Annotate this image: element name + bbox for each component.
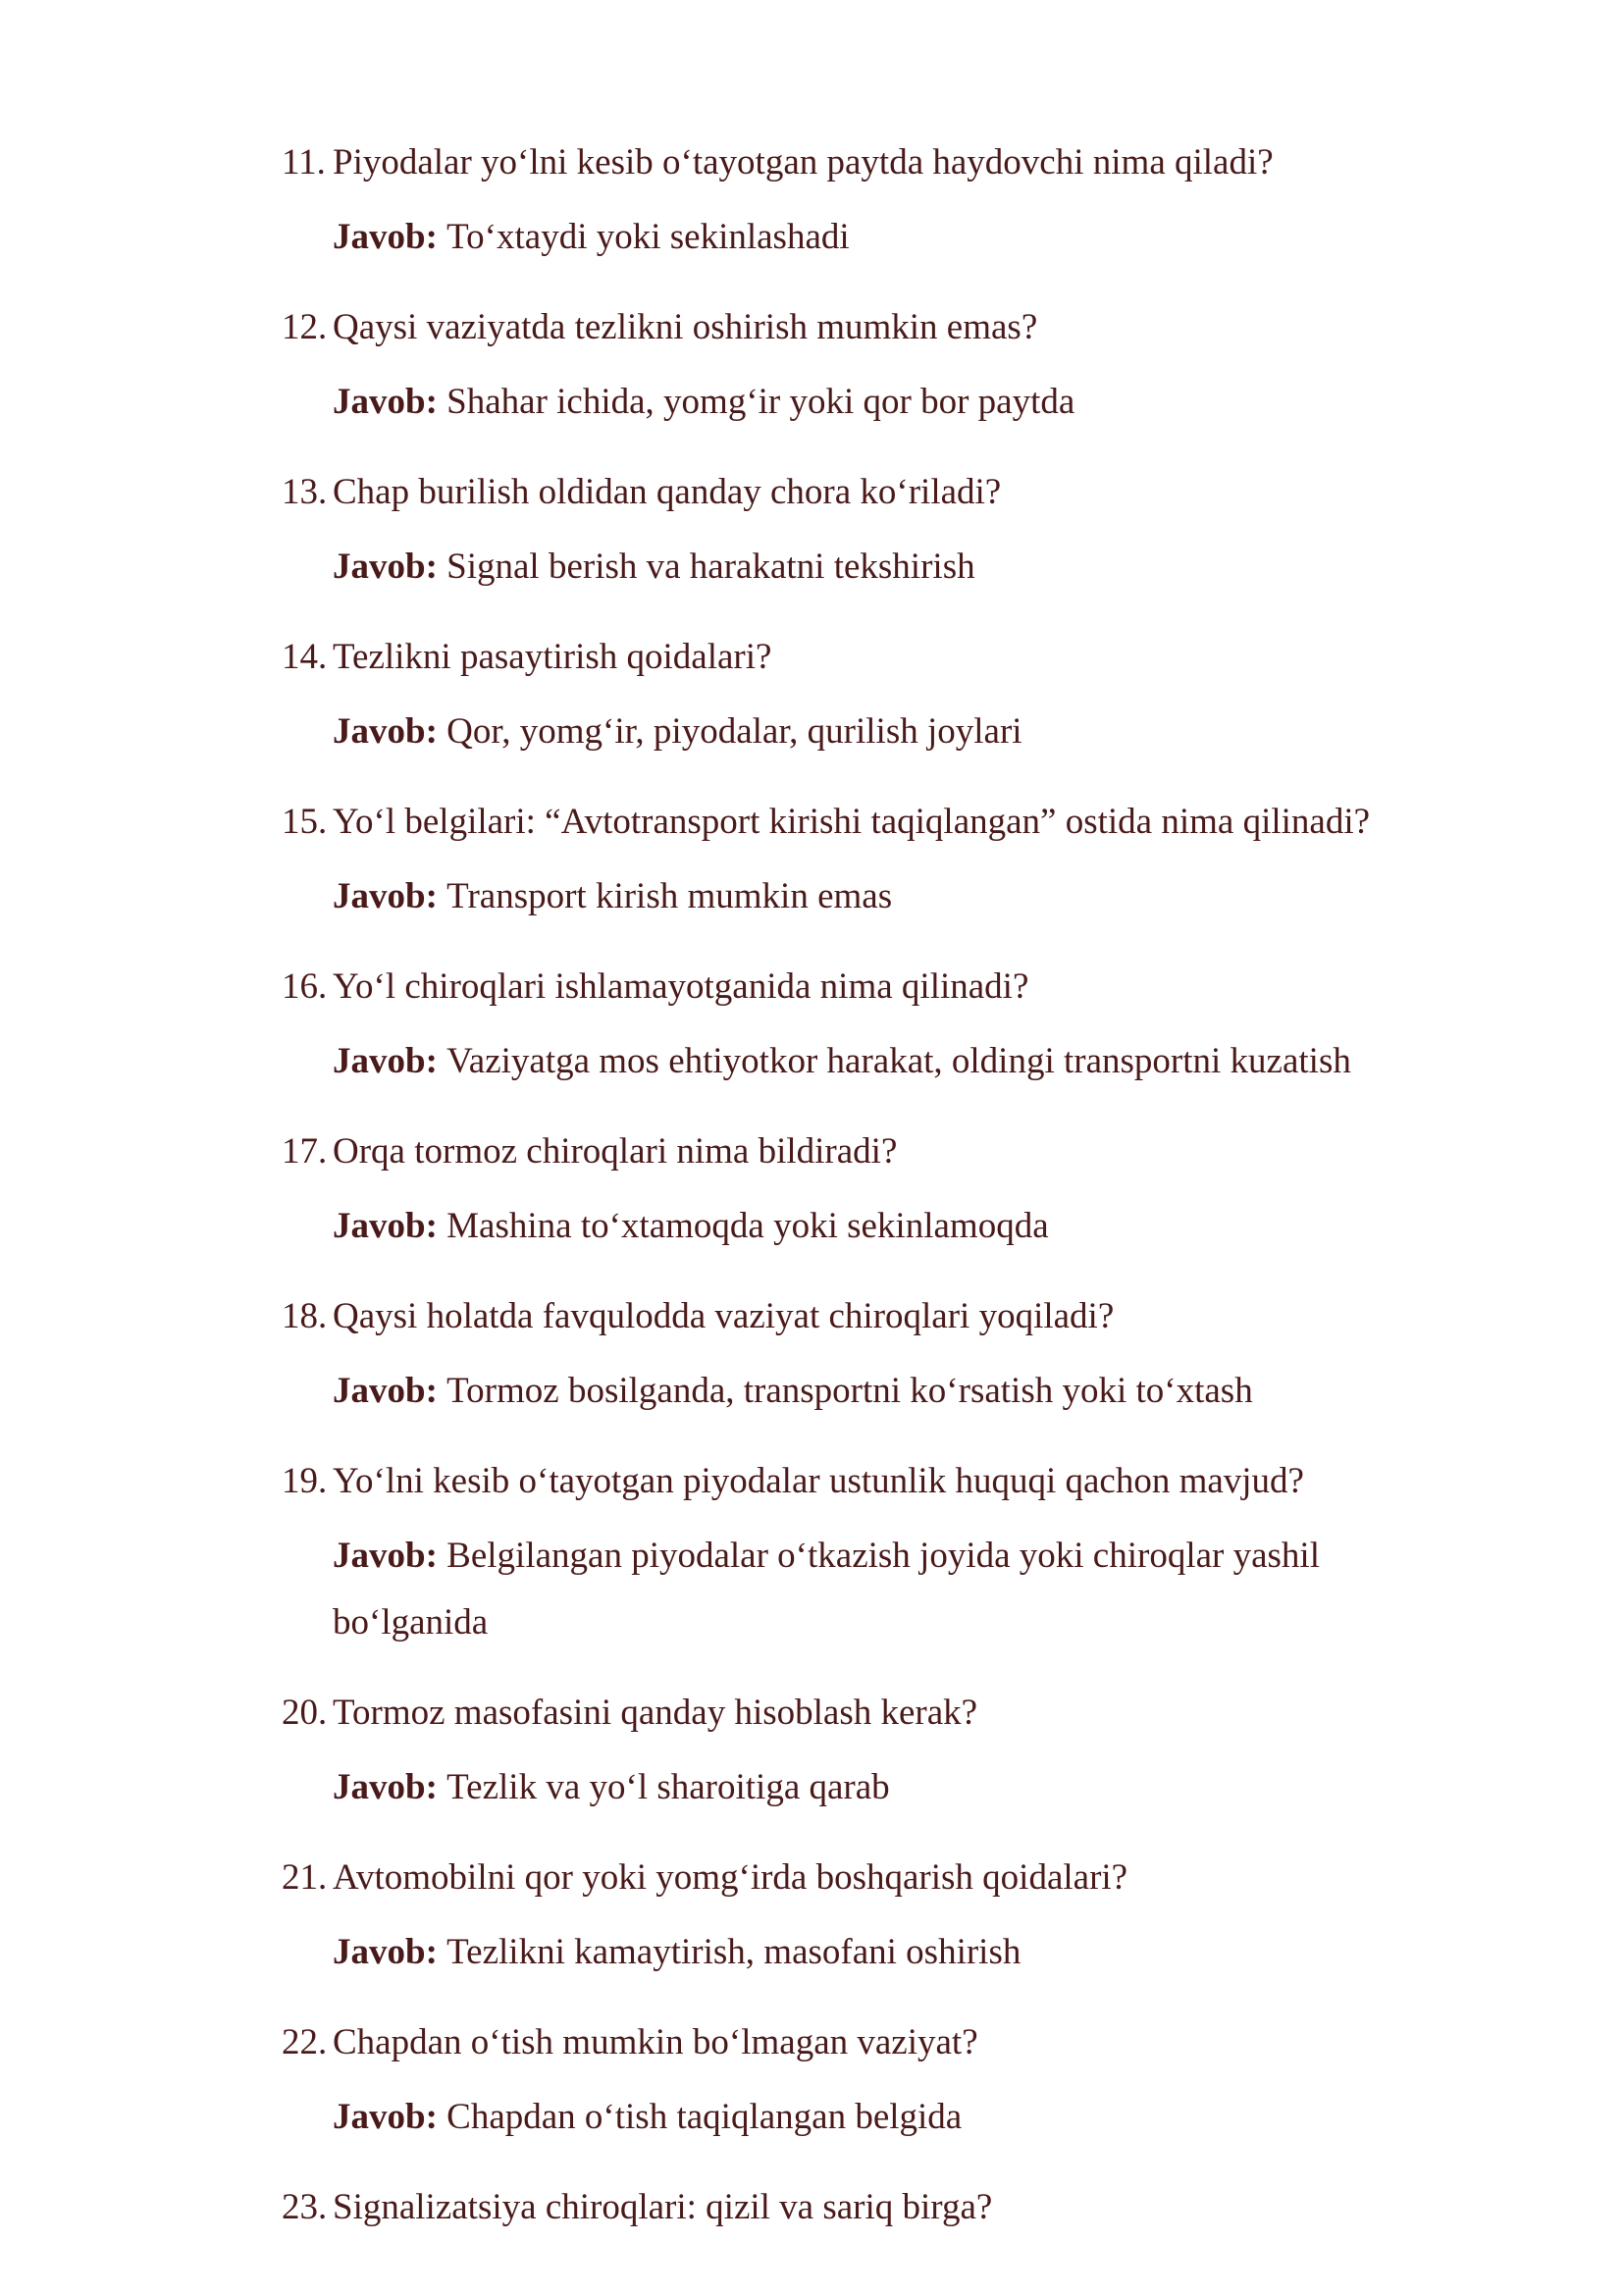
question-number: 16. [282, 966, 328, 1007]
answer-label: Javob: [333, 217, 447, 257]
qa-item [282, 467, 1459, 600]
question-number: 20. [282, 1693, 328, 1733]
question-number: 17. [282, 1131, 328, 1172]
answer-label: Javob: [333, 547, 447, 587]
answer [333, 369, 1432, 436]
qa-item [282, 2182, 1459, 2233]
answer-text: Vaziyatga mos ehtiyotkor harakat, oldingi transportni kuzatish [446, 1041, 1351, 1081]
question-number: 23. [282, 2187, 328, 2227]
answer-label: Javob: [333, 1371, 447, 1411]
answer-label: Javob: [333, 382, 447, 422]
answer-label: Javob: [333, 1041, 447, 1081]
question [282, 2182, 1459, 2233]
answer-text: Mashina to‘xtamoqda yoki sekinlamoqda [446, 1206, 1049, 1246]
question [282, 137, 1459, 188]
qa-item [282, 962, 1459, 1095]
answer [333, 1919, 1432, 1986]
question [282, 302, 1459, 353]
question-text: Yo‘l belgilari: “Avtotransport kirishi taqiqlangan” ostida nima qilinadi? [333, 802, 1371, 842]
answer [333, 1193, 1432, 1260]
answer [333, 2084, 1432, 2151]
answer-label: Javob: [333, 876, 447, 916]
answer-label: Javob: [333, 1932, 447, 1972]
question-text: Piyodalar yo‘lni kesib o‘tayotgan paytda haydovchi nima qiladi? [333, 142, 1274, 183]
answer-label: Javob: [333, 1206, 447, 1246]
qa-item [282, 1126, 1459, 1260]
question-number: 13. [282, 472, 328, 512]
qa-item [282, 137, 1459, 271]
answer [333, 699, 1432, 765]
answer [333, 204, 1432, 271]
qa-item [282, 632, 1459, 765]
answer [333, 534, 1432, 600]
question-text: Yo‘l chiroqlari ishlamayotganida nima qilinadi? [333, 966, 1029, 1007]
question-text: Orqa tormoz chiroqlari nima bildiradi? [333, 1131, 898, 1172]
question-text: Tezlikni pasaytirish qoidalari? [333, 637, 772, 677]
question-number: 11. [282, 142, 326, 183]
answer-label: Javob: [333, 2097, 447, 2137]
qa-item [282, 797, 1459, 930]
question-number: 18. [282, 1296, 328, 1336]
answer-label: Javob: [333, 1767, 447, 1807]
question-list [282, 137, 1459, 2265]
question [282, 962, 1459, 1013]
answer-text: Chapdan o‘tish taqiqlangan belgida [446, 2097, 963, 2137]
answer-text: Qor, yomg‘ir, piyodalar, qurilish joylari [446, 711, 1022, 752]
question [282, 797, 1459, 848]
answer-text: Belgilangan piyodalar o‘tkazish joyida yoki chiroqlar yashil bo‘lganida [333, 1536, 1320, 1643]
qa-item [282, 1291, 1459, 1425]
question-number: 19. [282, 1461, 328, 1501]
answer-text: To‘xtaydi yoki sekinlashadi [446, 217, 850, 257]
question [282, 467, 1459, 518]
question [282, 632, 1459, 683]
question-text: Qaysi vaziyatda tezlikni oshirish mumkin emas? [333, 307, 1038, 347]
answer-label: Javob: [333, 1536, 447, 1576]
question [282, 1688, 1459, 1739]
question-number: 21. [282, 1857, 328, 1898]
question-text: Signalizatsiya chiroqlari: qizil va sariq birga? [333, 2187, 993, 2227]
question-text: Tormoz masofasini qanday hisoblash kerak? [333, 1693, 978, 1733]
qa-item [282, 302, 1459, 436]
question [282, 1852, 1459, 1904]
question-number: 22. [282, 2022, 328, 2062]
answer-text: Tezlik va yo‘l sharoitiga qarab [446, 1767, 890, 1807]
question-text: Yo‘lni kesib o‘tayotgan piyodalar ustunlik huquqi qachon mavjud? [333, 1461, 1304, 1501]
answer-text: Tezlikni kamaytirish, masofani oshirish [446, 1932, 1022, 1972]
answer-text: Transport kirish mumkin emas [446, 876, 893, 916]
question-text: Chap burilish oldidan qanday chora ko‘riladi? [333, 472, 1002, 512]
answer-text: Shahar ichida, yomg‘ir yoki qor bor paytda [446, 382, 1075, 422]
qa-item [282, 2017, 1459, 2151]
qa-item [282, 1852, 1459, 1986]
question-number: 14. [282, 637, 328, 677]
question [282, 1126, 1459, 1177]
answer [333, 1754, 1432, 1821]
answer [333, 1358, 1432, 1425]
question-number: 12. [282, 307, 328, 347]
answer-text: Tormoz bosilganda, transportni ko‘rsatish yoki to‘xtash [446, 1371, 1253, 1411]
answer-text: Signal berish va harakatni tekshirish [446, 547, 975, 587]
qa-item [282, 1456, 1459, 1656]
answer-label: Javob: [333, 711, 447, 752]
question [282, 1291, 1459, 1342]
question-text: Qaysi holatda favqulodda vaziyat chiroqlari yoqiladi? [333, 1296, 1115, 1336]
question-text: Chapdan o‘tish mumkin bo‘lmagan vaziyat? [333, 2022, 978, 2062]
question [282, 2017, 1459, 2068]
answer [333, 1523, 1432, 1656]
qa-item [282, 1688, 1459, 1821]
answer [333, 863, 1432, 930]
question [282, 1456, 1459, 1507]
question-number: 15. [282, 802, 328, 842]
answer [333, 1028, 1432, 1095]
question-text: Avtomobilni qor yoki yomg‘irda boshqarish qoidalari? [333, 1857, 1128, 1898]
